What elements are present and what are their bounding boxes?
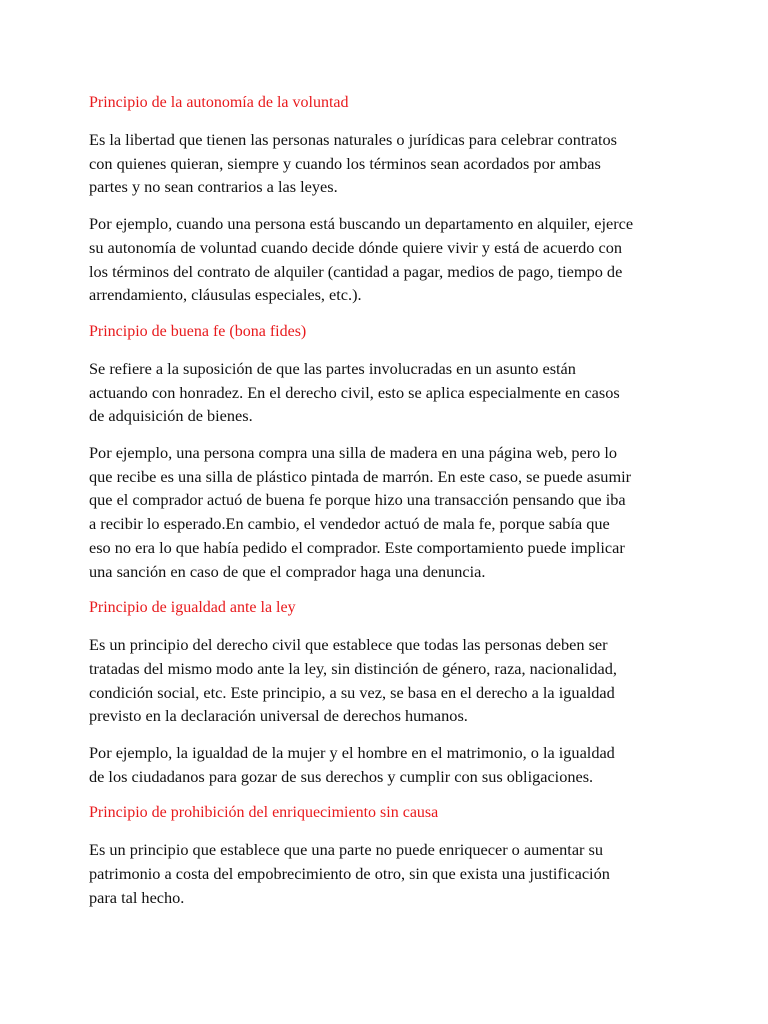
text-line: con quienes quieran, siempre y cuando los términos sean acordados por ambas bbox=[89, 153, 601, 173]
text-line: actuando con honradez. En el derecho civil, esto se aplica especialmente en casos bbox=[89, 382, 620, 402]
paragraph bbox=[89, 212, 689, 307]
text-line: su autonomía de voluntad cuando decide dónde quiere vivir y está de acuerdo con bbox=[89, 237, 623, 257]
text-line: de adquisición de bienes. bbox=[89, 406, 253, 426]
text-line: arrendamiento, cláusulas especiales, etc.). bbox=[89, 285, 362, 305]
text-line: para tal hecho. bbox=[89, 887, 185, 907]
text-line: Se refiere a la suposición de que las partes involucradas en un asunto están bbox=[89, 358, 576, 378]
section-igualdad bbox=[89, 596, 689, 788]
paragraph bbox=[89, 741, 689, 788]
text-line: patrimonio a costa del empobrecimiento de otro, sin que exista una justificación bbox=[89, 864, 610, 884]
text-line: Es la libertad que tienen las personas naturales o jurídicas para celebrar contratos bbox=[89, 130, 618, 149]
text-line: de los ciudadanos para gozar de sus derechos y cumplir con sus obligaciones. bbox=[89, 766, 594, 786]
text-line: previsto en la declaración universal de derechos humanos. bbox=[89, 706, 468, 726]
text-line: Por ejemplo, la igualdad de la mujer y el hombre en el matrimonio, o la igualdad bbox=[89, 743, 615, 763]
text-line: una sanción en caso de que el comprador haga una denuncia. bbox=[89, 561, 486, 581]
text-line: los términos del contrato de alquiler (cantidad a pagar, medios de pago, tiempo de bbox=[89, 261, 623, 281]
section-heading: Principio de prohibición del enriquecimiento sin causa bbox=[89, 804, 439, 822]
document-page bbox=[89, 91, 689, 923]
section-buena-fe bbox=[89, 320, 689, 583]
text-line: condición social, etc. Este principio, a su vez, se basa en el derecho a la igualdad bbox=[89, 682, 615, 702]
text-line: Es un principio del derecho civil que establece que todas las personas deben ser bbox=[89, 635, 608, 655]
paragraph bbox=[89, 357, 689, 428]
text-line: a recibir lo esperado.En cambio, el vendedor actuó de mala fe, porque sabía que bbox=[89, 514, 610, 534]
section-heading: Principio de igualdad ante la ley bbox=[89, 599, 296, 617]
text-line: partes y no sean contrarios a las leyes. bbox=[89, 177, 338, 197]
text-line: que el comprador actuó de buena fe porque hizo una transacción pensando que iba bbox=[89, 490, 626, 510]
text-line: que recibe es una silla de plástico pintada de marrón. En este caso, se puede asumir bbox=[89, 466, 632, 486]
paragraph bbox=[89, 128, 689, 199]
text-line: Por ejemplo, una persona compra una silla de madera en una página web, pero lo bbox=[89, 443, 618, 463]
section-enriquecimiento bbox=[89, 801, 689, 909]
section-heading: Principio de buena fe (bona fides) bbox=[89, 322, 307, 340]
text-line: Es un principio que establece que una parte no puede enriquecer o aumentar su bbox=[89, 840, 604, 860]
paragraph bbox=[89, 441, 689, 583]
paragraph bbox=[89, 838, 689, 909]
text-line: Por ejemplo, cuando una persona está buscando un departamento en alquiler, ejerce bbox=[89, 214, 634, 234]
text-line: eso no era lo que había pedido el comprador. Este comportamiento puede implicar bbox=[89, 537, 625, 557]
text-line: tratadas del mismo modo ante la ley, sin distinción de género, raza, nacionalidad, bbox=[89, 658, 617, 678]
paragraph bbox=[89, 633, 689, 728]
section-autonomia bbox=[89, 91, 689, 307]
section-heading: Principio de la autonomía de la voluntad bbox=[89, 94, 349, 111]
